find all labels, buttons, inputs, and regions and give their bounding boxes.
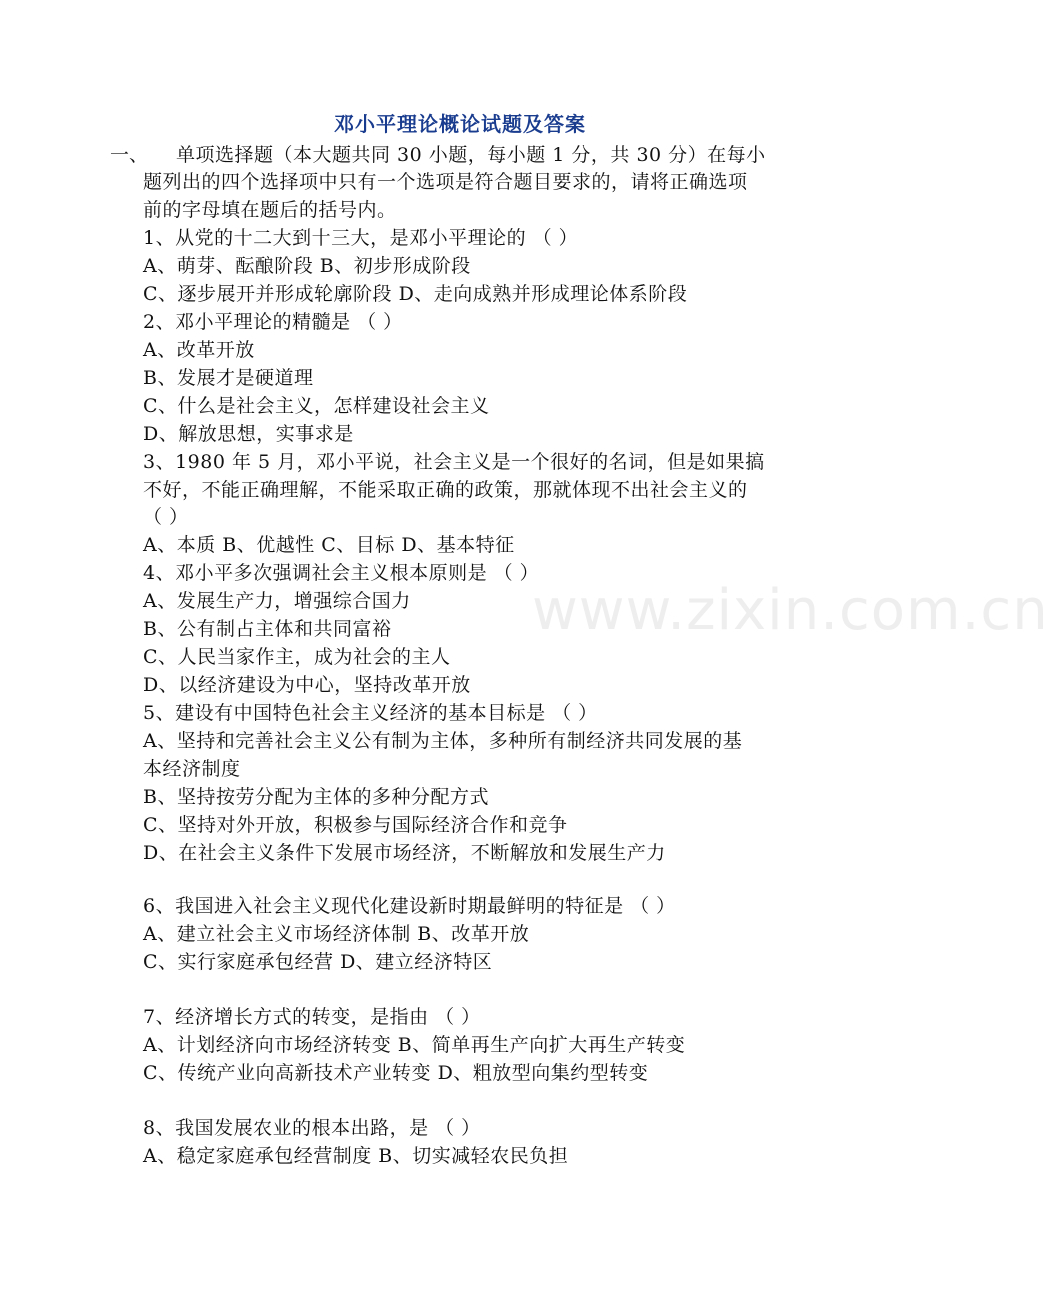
text-line: A、坚持和完善社会主义公有制为主体，多种所有制经济共同发展的基 [143, 730, 743, 752]
text-line: 不好，不能正确理解，不能采取正确的政策，那就体现不出社会主义的 [143, 479, 748, 501]
text-line: A、计划经济向市场经济转变 B、简单再生产向扩大再生产转变 [143, 1034, 686, 1056]
text-line: C、什么是社会主义，怎样建设社会主义 [143, 395, 490, 417]
text-line: 单项选择题（本大题共同 30 小题，每小题 1 分，共 30 分）在每小 [176, 144, 766, 166]
watermark: www.zixin.com.cn [532, 578, 1049, 643]
text-line: D、解放思想，实事求是 [143, 423, 354, 445]
text-line: 3、1980 年 5 月，邓小平说，社会主义是一个很好的名词，但是如果搞 [143, 451, 765, 473]
text-line: 前的字母填在题后的括号内。 [143, 199, 397, 221]
text-line: D、以经济建设为中心，坚持改革开放 [143, 674, 471, 696]
text-line: C、逐步展开并形成轮廓阶段 D、走向成熟并形成理论体系阶段 [143, 283, 688, 305]
text-line: 6、我国进入社会主义现代化建设新时期最鲜明的特征是 （ ） [143, 895, 676, 917]
text-line: A、建立社会主义市场经济体制 B、改革开放 [143, 923, 530, 945]
text-line: C、人民当家作主，成为社会的主人 [143, 646, 451, 668]
text-line: （ ） [143, 506, 189, 528]
text-line: A、改革开放 [143, 339, 255, 361]
text-line: A、发展生产力，增强综合国力 [143, 590, 411, 612]
text-line: 7、经济增长方式的转变，是指由 （ ） [143, 1006, 481, 1028]
text-line: A、萌芽、酝酿阶段 B、初步形成阶段 [143, 255, 471, 277]
text-line: A、本质 B、优越性 C、目标 D、基本特征 [143, 534, 515, 556]
text-line: B、公有制占主体和共同富裕 [143, 618, 392, 640]
text-line: C、传统产业向高新技术产业转变 D、粗放型向集约型转变 [143, 1062, 649, 1084]
text-line: 题列出的四个选择项中只有一个选项是符合题目要求的，请将正确选项 [143, 171, 748, 193]
text-line: B、发展才是硬道理 [143, 367, 314, 389]
text-line: A、稳定家庭承包经营制度 B、切实减轻农民负担 [143, 1145, 569, 1167]
text-line: 2、邓小平理论的精髓是 （ ） [143, 311, 403, 333]
text-line: D、在社会主义条件下发展市场经济，不断解放和发展生产力 [143, 842, 666, 864]
text-line: 8、我国发展农业的根本出路，是 （ ） [143, 1117, 481, 1139]
text-line: 本经济制度 [143, 758, 241, 780]
text-line: 5、建设有中国特色社会主义经济的基本目标是 （ ） [143, 702, 598, 724]
text-line: C、实行家庭承包经营 D、建立经济特区 [143, 951, 493, 973]
section-marker: 一、 [110, 144, 149, 166]
text-line: 4、邓小平多次强调社会主义根本原则是 （ ） [143, 562, 540, 584]
text-line: B、坚持按劳分配为主体的多种分配方式 [143, 786, 489, 808]
text-line: C、坚持对外开放，积极参与国际经济合作和竞争 [143, 814, 568, 836]
text-line: 1、从党的十二大到十三大，是邓小平理论的 （ ） [143, 227, 579, 249]
document-title: 邓小平理论概论试题及答案 [334, 112, 586, 136]
